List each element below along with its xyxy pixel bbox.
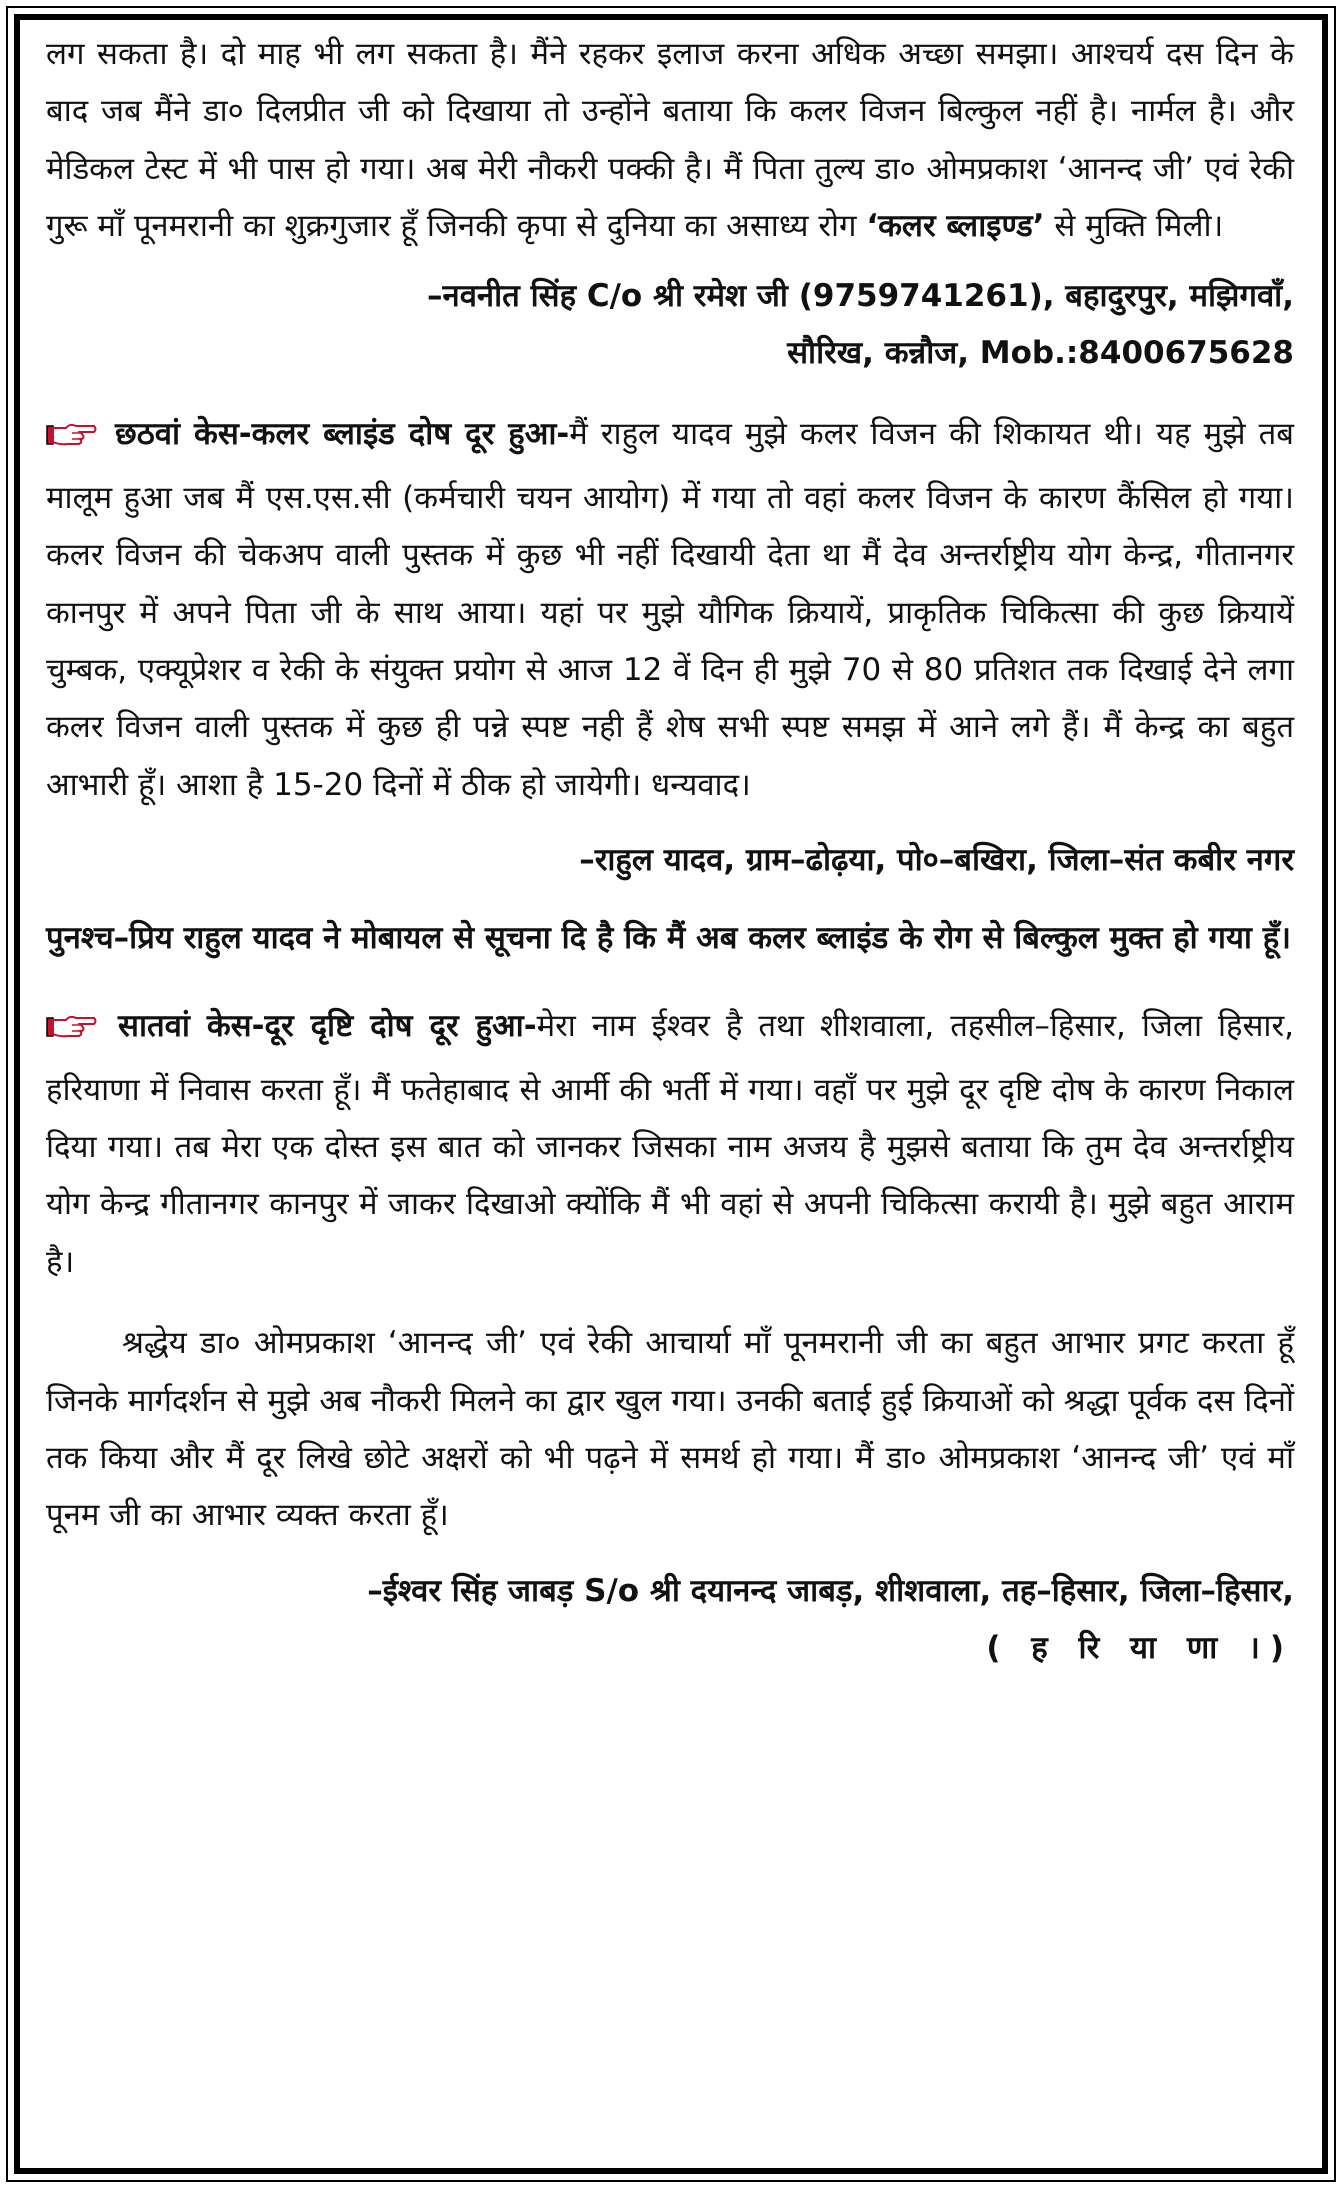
paragraph-text-end: से मुक्ति मिली।	[1054, 208, 1224, 245]
pointing-hand-icon	[46, 412, 98, 469]
signature-navneet-line1: –नवनीत सिंह C/o श्री रमेश जी (9759741261), बहादुरपुर, मझिगवाँ,	[426, 277, 1294, 314]
paragraph-text: लग सकता है। दो माह भी लग सकता है। मैंने रहकर इलाज करना अधिक अच्छा समझा। आश्चर्य दस दिन के बाद जब मैंने डा० दिलप्रीत जी को दिखाया तो उन्होंने बताया कि कलर विजन बिल्कुल नहीं है। नार्मल है। और मेडिकल टेस्ट में भी पास हो गया। अब मेरी नौकरी पक्की है। मैं पिता तुल्य डा० ओमप्रकाश ‘आनन्द जी’ एवं रेकी गुरू माँ पूनमरानी का शुक्रगुजार हूँ जिनकी कृपा से दुनिया का असाध्य रोग	[46, 36, 1294, 245]
signature-rahul: –राहुल यादव, ग्राम–ढोढ़या, पो०–बखिरा, जिला–संत कबीर नगर	[579, 842, 1294, 879]
document-body	[46, 26, 1294, 1678]
signature-ishwar-line2: ( ह रि या णा ।)	[986, 1630, 1294, 1667]
testimonial-paragraph	[46, 26, 1294, 256]
case-seven-paragraph	[46, 998, 1294, 1291]
gratitude-paragraph: श्रद्धेय डा० ओमप्रकाश ‘आनन्द जी’ एवं रेकी आचार्या माँ पूनमरानी जी का बहुत आभार प्रगट करता हूँ जिनके मार्गदर्शन से मुझे अब नौकरी मिलने का द्वार खुल गया। उनकी बताई हुई क्रियाओं को श्रद्धा पूर्वक दस दिनों तक किया और मैं दूर लिखे छोटे अक्षरों को भी पढ़ने में समर्थ हो गया। मैं डा० ओमप्रकाश ‘आनन्द जी’ एवं माँ पूनम जी का आभार व्यक्त करता हूँ।	[46, 1325, 1294, 1534]
case-seven-heading: सातवां केस-दूर दृष्टि दोष दूर हुआ-	[118, 1008, 537, 1045]
pointing-hand-icon	[46, 1004, 98, 1061]
case-six-heading: छठवां केस-कलर ब्लाइंड दोष दूर हुआ-	[115, 416, 570, 453]
signature-ishwar-line1: –ईश्वर सिंह जाबड़ S/o श्री दयानन्द जाबड़, शीशवाला, तह–हिसार, जिला–हिसार,	[367, 1572, 1294, 1609]
postscript: पुनश्च–प्रिय राहुल यादव ने मोबायल से सूचना दि है कि मैं अब कलर ब्लाइंड के रोग से बिल्कुल मुक्त हो गया हूँ।	[46, 919, 1291, 956]
signature-navneet-line2: सौरिख, कन्नौज, Mob.:8400675628	[787, 335, 1294, 372]
highlighted-term: ‘कलर ब्लाइण्ड’	[866, 208, 1045, 245]
case-seven-text: मेरा नाम ईश्वर है तथा शीशवाला, तहसील–हिसार, जिला हिसार, हरियाणा में निवास करता हूँ। मैं फतेहाबाद से आर्मी की भर्ती में गया। वहाँ पर मुझे दूर दृष्टि दोष के कारण निकाल दिया गया। तब मेरा एक दोस्त इस बात को जानकर जिसका नाम अजय है मुझसे बताया कि तुम देव अन्तर्राष्ट्रीय योग केन्द्र गीतानगर कानपुर में जाकर दिखाओ क्योंकि मैं भी वहां से अपनी चिकित्सा करायी है। मुझे बहुत आराम है।	[46, 1008, 1294, 1280]
case-six-text: मैं राहुल यादव मुझे कलर विजन की शिकायत थी। यह मुझे तब मालूम हुआ जब मैं एस.एस.सी (कर्मचारी चयन आयोग) में गया तो वहां कलर विजन के कारण कैंसिल हो गया। कलर विजन की चेकअप वाली पुस्तक में कुछ भी नहीं दिखायी देता था मैं देव अन्तर्राष्ट्रीय योग केन्द्र, गीतानगर कानपुर में अपने पिता जी के साथ आया। यहां पर मुझे यौगिक क्रियायें, प्राकृतिक चिकित्सा की कुछ क्रियायें चुम्बक, एक्यूप्रेशर व रेकी के संयुक्त प्रयोग से आज 12 वें दिन ही मुझे 70 से 80 प्रतिशत तक दिखाई देने लगा कलर विजन वाली पुस्तक में कुछ ही पन्ने स्पष्ट नही हैं शेष सभी स्पष्ट समझ में आने लगे हैं। मैं केन्द्र का बहुत आभारी हूँ। आशा है 15-20 दिनों में ठीक हो जायेगी। धन्यवाद।	[46, 416, 1295, 803]
case-six-paragraph	[46, 406, 1294, 814]
